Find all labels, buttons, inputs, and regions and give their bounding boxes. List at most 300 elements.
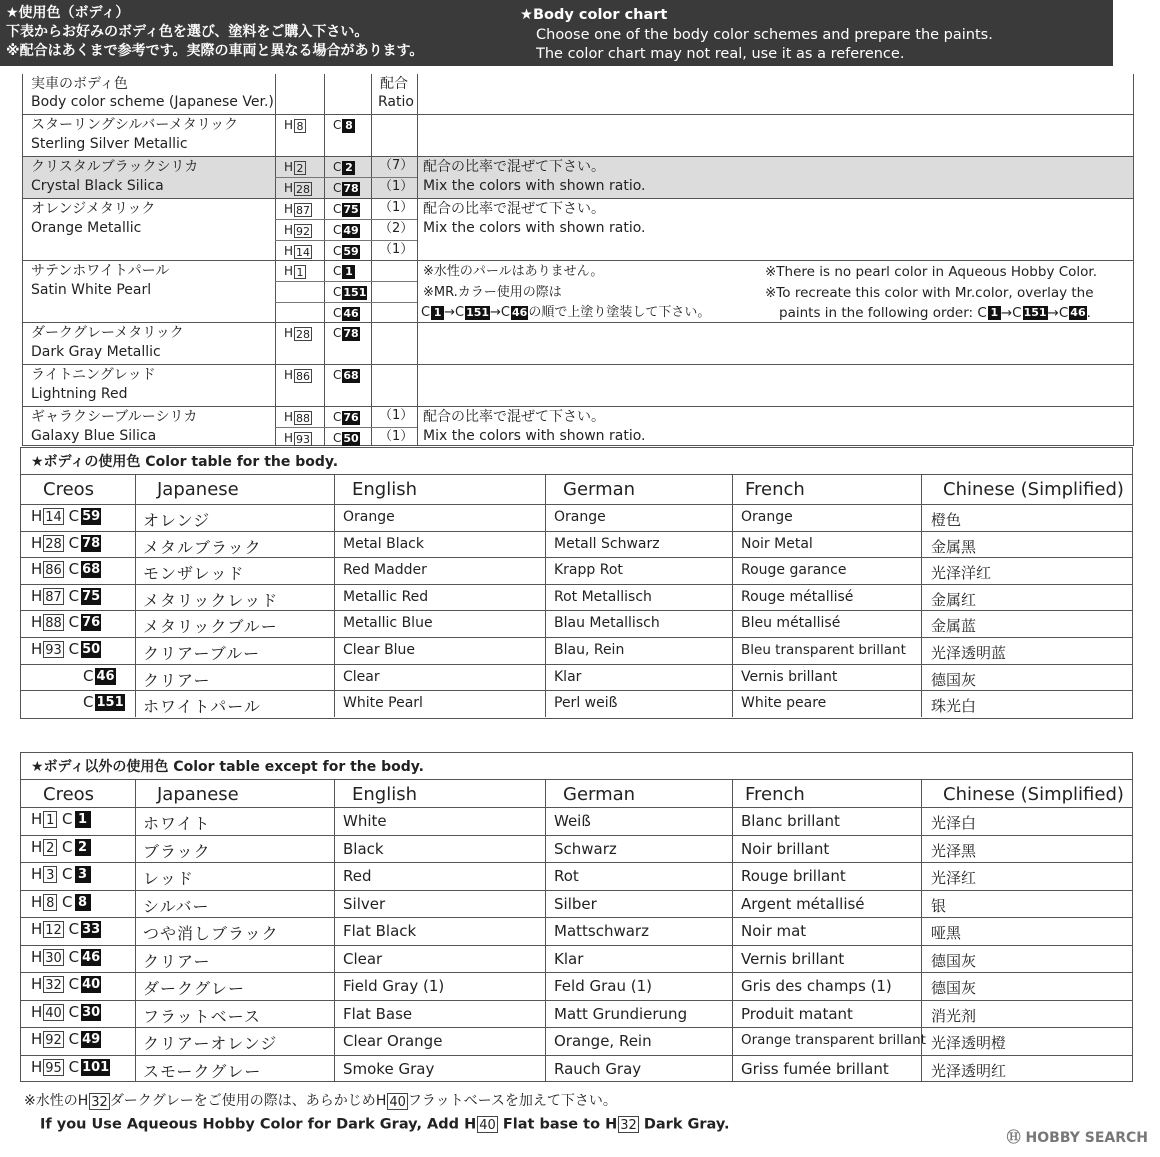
other_table-creos-cell: H 32 C 40 <box>31 975 101 993</box>
body_table-creos-cell: C 46 <box>83 666 115 685</box>
scheme-col-jp: 実車のボディ色 <box>31 76 128 92</box>
h-code-box: 3 <box>43 866 57 883</box>
footer-jp-h32: 32 <box>91 1094 108 1110</box>
other_table-title-divider <box>21 779 1132 780</box>
body_table-head-japanese: Japanese <box>157 479 239 500</box>
h-code-box: 88 <box>296 411 311 425</box>
body-color-scheme-table <box>22 74 1134 446</box>
scheme-note-jp3: C 1 →C 151→C 46の順で上塗り塗装して下さい。 <box>421 305 711 320</box>
other_table-jp-cell: スモークグレー <box>143 1061 262 1081</box>
body_table-en-cell: White Pearl <box>343 695 423 712</box>
c-code-box: 1 <box>342 265 355 279</box>
body_table-jp-cell: オレンジ <box>143 511 211 530</box>
body_table-en-cell: Orange <box>343 509 395 525</box>
body_table-creos-cell: H 87 C 75 <box>31 586 101 605</box>
scheme-c-code: C 76 <box>333 410 359 424</box>
c-code-box: 2 <box>342 161 355 175</box>
body_table-fr-cell: Vernis brillant <box>741 668 838 685</box>
other_table-de-cell: Mattschwarz <box>554 922 649 940</box>
other_table-fr-cell: Gris des champs (1) <box>741 977 892 995</box>
other_table-zh-cell: 哑黑 <box>931 924 962 942</box>
scheme-note-en: Mix the colors with shown ratio. <box>423 178 646 194</box>
other_table-creos-cell: H 3 C 3 <box>31 865 91 883</box>
other_table-de-cell: Rot <box>554 867 579 885</box>
scheme-c-code: C 78 <box>333 326 359 340</box>
other_table-en-cell: Smoke Gray <box>343 1059 435 1078</box>
scheme-row-divider <box>23 260 1133 261</box>
body_table-col-divider <box>545 474 546 717</box>
scheme-h-code: H 8 <box>284 117 306 133</box>
other_table-fr-cell: Noir mat <box>741 922 807 940</box>
other_table-row-divider <box>21 945 1132 946</box>
scheme-ratio: （1） <box>379 429 414 444</box>
h-code-box: 87 <box>296 203 311 217</box>
scheme-h-code: H 93 <box>284 431 311 446</box>
body_table-head-divider <box>21 504 1132 505</box>
scheme-row-divider <box>23 406 1133 407</box>
scheme-col-divider <box>275 74 276 446</box>
h-code-box: 93 <box>296 432 311 446</box>
other_table-zh-cell: 德国灰 <box>931 979 977 997</box>
body_table-row-divider <box>21 557 1132 558</box>
scheme-note-jp: 配合の比率で混ぜて下さい。 <box>423 409 605 425</box>
body_table-creos-cell: H 14 C 59 <box>31 507 101 525</box>
scheme-ratio: （1） <box>379 408 414 423</box>
body_table-fr-cell: Rouge garance <box>741 562 847 579</box>
h-code-box: 8 <box>294 119 306 133</box>
scheme-ratio: （1） <box>379 200 414 215</box>
other_table-col-divider <box>545 779 546 1082</box>
scheme-h-code: H 28 <box>284 326 311 341</box>
c-code-box: 75 <box>343 202 359 216</box>
footer-jp-h40: 40 <box>389 1094 406 1110</box>
body_table-de-cell: Klar <box>554 668 582 685</box>
body_table-en-cell: Metal Black <box>343 535 424 552</box>
footer-en-b: Flat base to <box>502 1116 601 1133</box>
body_table-zh-cell: 珠光白 <box>931 697 977 716</box>
scheme-c-code: C 46 <box>333 306 359 320</box>
other_table-creos-cell: H 8 C 8 <box>31 893 91 911</box>
other_table-jp-cell: クリアー <box>143 951 211 971</box>
body_table-zh-cell: 光泽洋红 <box>931 564 992 583</box>
body_table-creos-cell: H 93 C 50 <box>31 640 101 658</box>
body_table-head-french: French <box>745 479 805 500</box>
other_table-head-creos: Creos <box>43 784 95 805</box>
other_table-de-cell: Weiß <box>554 812 591 830</box>
other_table-de-cell: Feld Grau (1) <box>554 977 652 995</box>
scheme-ratio: （2） <box>379 221 414 236</box>
other_table-row-divider <box>21 862 1132 863</box>
h-code-box: 86 <box>45 563 62 579</box>
other_table-zh-cell: 光泽红 <box>931 869 977 887</box>
body_table-col-divider <box>334 474 335 717</box>
scheme-row-divider <box>23 364 1133 365</box>
c-code-box: 49 <box>82 1032 101 1047</box>
h-code-box: 8 <box>43 894 57 911</box>
body_table-head-chinese: Chinese (Simplified) <box>943 479 1124 500</box>
body_table-fr-cell: Bleu métallisé <box>741 615 841 632</box>
scheme-h-code: H 88 <box>284 410 311 425</box>
c-code-box: 49 <box>343 223 359 237</box>
c-code-box: 1 <box>75 811 91 828</box>
c-code-box: 68 <box>343 368 359 382</box>
other_table-en-cell: Silver <box>343 894 386 913</box>
body_table-jp-cell: モンザレッド <box>143 564 245 584</box>
other_table-creos-cell: H 95 C 101 <box>31 1057 110 1076</box>
other_table-creos-cell: H 12 C 33 <box>31 920 101 938</box>
other_table-head-chinese: Chinese (Simplified) <box>943 784 1124 805</box>
other_table-row-divider <box>21 917 1132 918</box>
footer-jp-a: ※水性の <box>24 1093 78 1109</box>
other_table-fr-cell: Noir brillant <box>741 839 830 858</box>
h-code-box: 88 <box>45 616 62 632</box>
other_table-de-cell: Matt Grundierung <box>554 1004 688 1023</box>
h-code-box: 86 <box>296 369 311 383</box>
body_table-creos-cell: H 88 C 76 <box>31 613 101 632</box>
other_table-jp-cell: フラットベース <box>143 1006 261 1026</box>
scheme-h-code: H 87 <box>284 202 311 217</box>
scheme-ratio: （7） <box>379 158 414 173</box>
other_table-fr-cell: Griss fumée brillant <box>741 1059 889 1078</box>
scheme-sub-divider <box>275 302 417 303</box>
body_table-row-divider <box>21 531 1132 532</box>
body_table-de-cell: Krapp Rot <box>554 562 623 579</box>
scheme-c-code: C 68 <box>333 368 359 382</box>
scheme-h-code: H 92 <box>284 223 311 238</box>
body_table-de-cell: Blau Metallisch <box>554 615 660 632</box>
scheme-ratio: （1） <box>379 242 414 257</box>
h-code-box: 28 <box>296 182 311 196</box>
body_table-zh-cell: 橙色 <box>931 511 962 529</box>
h-code-box: 28 <box>296 327 311 341</box>
order-instruction-jp: の順で上塗り塗装して下さい。 <box>528 305 711 320</box>
other_table-jp-cell: ホワイト <box>143 814 211 833</box>
other_table-creos-cell: H 1 C 1 <box>31 810 91 828</box>
order-c-box: 46 <box>1070 306 1086 319</box>
other_table-jp-cell: ダークグレー <box>143 979 246 998</box>
other_table-jp-cell: クリアーオレンジ <box>143 1034 278 1053</box>
scheme-row-divider <box>23 114 1133 115</box>
scheme-h-code: H 86 <box>284 368 311 383</box>
scheme-col-divider <box>324 74 325 446</box>
scheme-c-code: C 78 <box>333 181 359 195</box>
c-code-box: 46 <box>96 668 115 684</box>
other_table-head-divider <box>21 807 1132 808</box>
body_table-zh-cell: 德国灰 <box>931 670 977 689</box>
body_table-en-cell: Metallic Red <box>343 588 429 605</box>
body_table-jp-cell: クリアーブルー <box>143 644 261 663</box>
body_table-jp-cell: クリアー <box>143 670 211 690</box>
scheme-h-code: H 14 <box>284 244 311 259</box>
other_table-creos-cell: H 2 C 2 <box>31 838 91 856</box>
other_table-de-cell: Klar <box>554 949 584 968</box>
scheme-ratio-en: Ratio <box>378 94 414 110</box>
c-code-box: 78 <box>343 326 359 340</box>
body_table-de-cell: Metall Schwarz <box>554 535 660 552</box>
footer-en-h40: 40 <box>479 1118 496 1133</box>
c-code-box: 76 <box>343 410 359 424</box>
h-code-box: 1 <box>43 811 57 828</box>
h-code-box: 95 <box>45 1060 62 1076</box>
body_table-col-divider <box>135 474 136 717</box>
other_table-de-cell: Silber <box>554 894 597 913</box>
scheme-color-en: Galaxy Blue Silica <box>31 428 157 444</box>
watermark-text: HOBBY SEARCH <box>1025 1130 1148 1146</box>
other_table-en-cell: Field Gray (1) <box>343 977 445 995</box>
body-color-header <box>0 0 1113 66</box>
h-code-box: 92 <box>296 224 311 238</box>
other_table-row-divider <box>21 890 1132 891</box>
other_table-col-divider <box>334 779 335 1082</box>
c-code-box: 101 <box>82 1059 110 1075</box>
scheme-color-en: Dark Gray Metallic <box>31 344 161 360</box>
other_table-fr-cell: Rouge brillant <box>741 867 846 885</box>
scheme-ratio: （1） <box>379 179 414 194</box>
other_table-row-divider <box>21 1000 1132 1001</box>
other_table-fr-cell: Argent métallisé <box>741 894 865 913</box>
header-en-line1: Choose one of the body color schemes and prepare the paints. <box>536 27 993 43</box>
footer-note-jp: ※水性のH 32 ダークグレーをご使用の際は、あらかじめH 40 フラットベースを加えて下さい。 <box>24 1093 617 1110</box>
order-c-box: 151 <box>466 305 490 319</box>
scheme-color-jp: クリスタルブラックシリカ <box>31 159 199 175</box>
c-code-box: 50 <box>343 431 359 445</box>
other_table-fr-cell: Produit matant <box>741 1004 853 1023</box>
body_table-en-cell: Metallic Blue <box>343 615 433 632</box>
body_table-row-divider <box>21 610 1132 611</box>
body_table-creos-cell: C 151 <box>83 693 124 712</box>
scheme-c-code: C 50 <box>333 431 359 445</box>
body_table-head-creos: Creos <box>43 479 95 500</box>
scheme-note-jp2: ※MR.カラー使用の際は <box>423 285 562 300</box>
body_table-creos-cell: H 86 C 68 <box>31 560 101 579</box>
body_table-en-cell: Red Madder <box>343 562 427 579</box>
h-code-box: 40 <box>45 1005 62 1021</box>
scheme-note-en1: ※There is no pearl color in Aqueous Hobby Color. <box>765 264 1098 280</box>
body_table-fr-cell: Rouge métallisé <box>741 588 854 605</box>
other_table-fr-cell: Orange transparent brillant <box>741 1032 926 1048</box>
other_table-creos-cell: H 92 C 49 <box>31 1030 101 1048</box>
scheme-c-code: C 49 <box>333 223 359 237</box>
other_table-en-cell: White <box>343 812 387 830</box>
c-code-box: 151 <box>96 695 124 711</box>
header-en-title: ★Body color chart <box>520 7 668 23</box>
h-code-box: 32 <box>45 978 62 993</box>
c-code-box: 30 <box>82 1004 101 1020</box>
body_table-jp-cell: ホワイトパール <box>143 697 261 717</box>
c-code-box: 50 <box>82 642 101 657</box>
body_table-fr-cell: Bleu transparent brillant <box>741 642 906 658</box>
scheme-color-jp: スターリングシルバーメタリック <box>31 117 239 133</box>
body_table-zh-cell: 金属蓝 <box>931 617 977 636</box>
other_table-creos-cell: H 30 C 46 <box>31 947 101 966</box>
other_table-row-divider <box>21 972 1132 973</box>
other_table-de-cell: Rauch Gray <box>554 1059 642 1078</box>
body_table-col-divider <box>732 474 733 717</box>
c-code-box: 46 <box>343 306 359 320</box>
other-color-table <box>20 752 1133 1082</box>
body_table-en-cell: Clear <box>343 668 380 685</box>
h-code-box: 14 <box>296 245 311 259</box>
body_table-de-cell: Blau, Rein <box>554 642 625 658</box>
body_table-head-english: English <box>352 479 417 500</box>
other_table-row-divider <box>21 835 1132 836</box>
order-c-box: 1 <box>988 306 1001 320</box>
scheme-note-jp: 配合の比率で混ぜて下さい。 <box>423 201 605 217</box>
scheme-color-jp: ダークグレーメタリック <box>31 325 184 341</box>
scheme-c-code: C 2 <box>333 159 355 175</box>
other_table-zh-cell: 光泽黑 <box>931 841 977 860</box>
order-c-box: 151 <box>1023 306 1047 319</box>
body_table-title-divider <box>21 474 1132 475</box>
h-code-box: 28 <box>45 536 62 552</box>
body_table-head-german: German <box>563 479 636 500</box>
other_table-head-japanese: Japanese <box>157 784 239 805</box>
body_table-zh-cell: 金属黑 <box>931 537 977 556</box>
other_table-en-cell: Black <box>343 839 384 858</box>
scheme-c-code: C 75 <box>333 202 359 216</box>
scheme-h-code: H 1 <box>284 263 306 279</box>
other_table-col-divider <box>732 779 733 1082</box>
h-code-box: 87 <box>45 589 62 605</box>
c-code-box: 2 <box>75 839 91 856</box>
c-code-box: 151 <box>343 285 367 299</box>
body_table-title: ★ボディの使用色 Color table for the body. <box>31 454 339 470</box>
order-c-box: 46 <box>512 305 528 319</box>
body_table-de-cell: Perl weiß <box>554 695 618 712</box>
body_table-de-cell: Rot Metallisch <box>554 588 652 605</box>
body_table-fr-cell: Noir Metal <box>741 535 813 552</box>
scheme-h-code: H 2 <box>284 159 306 175</box>
other_table-title: ★ボディ以外の使用色 Color table except for the body. <box>31 759 424 775</box>
other_table-de-cell: Orange, Rein <box>554 1032 652 1050</box>
other_table-row-divider <box>21 1055 1132 1056</box>
order-c-box: 1 <box>431 306 444 320</box>
scheme-note-jp1: ※水性のパールはありません。 <box>423 264 604 279</box>
c-code-box: 75 <box>82 588 101 604</box>
other_table-en-cell: Clear Orange <box>343 1032 443 1050</box>
c-code-box: 78 <box>343 181 359 195</box>
c-code-box: 3 <box>75 866 91 883</box>
header-jp-line2: ※配合はあくまで参考です。実際の車両と異なる場合があります。 <box>6 43 424 59</box>
other_table-jp-cell: つや消しブラック <box>143 924 279 943</box>
scheme-color-en: Sterling Silver Metallic <box>31 136 188 152</box>
footer-jp-c: フラットベースを加えて下さい。 <box>407 1093 617 1109</box>
c-code-box: 40 <box>82 977 101 992</box>
body_table-col-divider <box>921 474 922 717</box>
scheme-sub-divider <box>275 281 417 282</box>
scheme-note-jp: 配合の比率で混ぜて下さい。 <box>423 159 605 175</box>
other_table-jp-cell: レッド <box>143 869 194 888</box>
other_table-en-cell: Flat Base <box>343 1004 413 1023</box>
scheme-color-en: Satin White Pearl <box>31 282 152 298</box>
other_table-fr-cell: Vernis brillant <box>741 949 845 968</box>
c-code-box: 78 <box>82 535 101 551</box>
body_table-row-divider <box>21 664 1132 665</box>
scheme-h-code: H 28 <box>284 181 311 196</box>
c-code-box: 46 <box>82 949 101 965</box>
order-instruction-en: paints in the following order: <box>779 305 974 321</box>
h-code-box: 2 <box>294 161 306 175</box>
scheme-note-en: Mix the colors with shown ratio. <box>423 428 646 444</box>
c-code-box: 76 <box>82 615 101 631</box>
scheme-note-en3: paints in the following order: C 1 →C 151→C 46. <box>779 305 1091 321</box>
other_table-col-divider <box>135 779 136 1082</box>
other_table-en-cell: Clear <box>343 949 383 968</box>
scheme-c-code: C 8 <box>333 117 355 133</box>
scheme-c-code: C 151 <box>333 285 367 299</box>
other_table-en-cell: Flat Black <box>343 922 417 940</box>
other_table-zh-cell: 德国灰 <box>931 951 977 970</box>
other_table-de-cell: Schwarz <box>554 839 617 858</box>
scheme-color-jp: サテンホワイトパール <box>31 263 170 279</box>
footer-en-h32: 32 <box>620 1118 637 1133</box>
scheme-row-divider <box>23 322 1133 323</box>
other_table-head-french: French <box>745 784 805 805</box>
scheme-color-en: Orange Metallic <box>31 220 142 236</box>
other_table-zh-cell: 光泽白 <box>931 814 977 832</box>
body_table-zh-cell: 金属红 <box>931 590 977 609</box>
c-code-box: 8 <box>75 894 91 911</box>
scheme-row-divider <box>23 198 1133 199</box>
scheme-c-code: C 59 <box>333 244 359 258</box>
body_table-row-divider <box>21 690 1132 691</box>
h-code-box: 93 <box>45 643 62 658</box>
body_table-zh-cell: 光泽透明蓝 <box>931 644 1007 662</box>
scheme-color-en: Crystal Black Silica <box>31 178 164 194</box>
header-jp-title: ★使用色（ボディ） <box>6 5 130 21</box>
scheme-col-divider <box>371 74 372 446</box>
footer-en-a: If you Use Aqueous Hobby Color for Dark Gray, Add <box>40 1116 460 1133</box>
scheme-note-en2: ※To recreate this color with Mr.color, overlay the <box>765 285 1094 301</box>
scheme-note-en: Mix the colors with shown ratio. <box>423 220 646 236</box>
scheme-color-en: Lightning Red <box>31 386 128 402</box>
h-code-box: 12 <box>45 923 62 938</box>
other_table-en-cell: Red <box>343 867 372 885</box>
other_table-fr-cell: Blanc brillant <box>741 812 840 830</box>
other_table-zh-cell: 银 <box>931 896 947 915</box>
footer-note-en: If you Use Aqueous Hobby Color for Dark Gray, Add H 40 Flat base to H 32 Dark Gray. <box>40 1116 730 1133</box>
hobby-search-watermark: Ⓗ HOBBY SEARCH <box>1006 1130 1148 1146</box>
scheme-color-jp: ギャラクシーブルーシリカ <box>31 409 198 425</box>
scheme-color-jp: オレンジメタリック <box>31 201 156 217</box>
body_table-de-cell: Orange <box>554 509 606 525</box>
scheme-col-divider <box>417 74 418 446</box>
h-code-box: 14 <box>45 510 62 525</box>
header-en-line2: The color chart may not real, use it as a reference. <box>536 46 905 62</box>
footer-jp-b: ダークグレーをご使用の際は、あらかじめ <box>109 1093 376 1109</box>
body_table-jp-cell: メタリックレッド <box>143 590 279 610</box>
scheme-row-divider <box>23 156 1133 157</box>
header-jp-line1: 下表からお好みのボディ色を選び、塗料をご購入下さい。 <box>6 24 369 40</box>
body_table-fr-cell: White peare <box>741 695 827 712</box>
other_table-head-german: German <box>563 784 636 805</box>
other_table-head-english: English <box>352 784 417 805</box>
c-code-box: 33 <box>82 922 101 937</box>
body_table-en-cell: Clear Blue <box>343 642 416 658</box>
body_table-jp-cell: メタルブラック <box>143 537 262 557</box>
other_table-jp-cell: ブラック <box>143 841 211 861</box>
other_table-creos-cell: H 40 C 30 <box>31 1002 101 1021</box>
footer-en-c: Dark Gray. <box>643 1116 730 1133</box>
body_table-jp-cell: メタリックブルー <box>143 617 278 637</box>
c-code-box: 8 <box>342 119 355 133</box>
c-code-box: 59 <box>343 244 359 258</box>
scheme-c-code: C 1 <box>333 263 355 279</box>
other_table-zh-cell: 光泽透明红 <box>931 1061 1007 1080</box>
body_table-row-divider <box>21 584 1132 585</box>
h-code-box: 92 <box>45 1033 62 1048</box>
body_table-fr-cell: Orange <box>741 509 793 525</box>
